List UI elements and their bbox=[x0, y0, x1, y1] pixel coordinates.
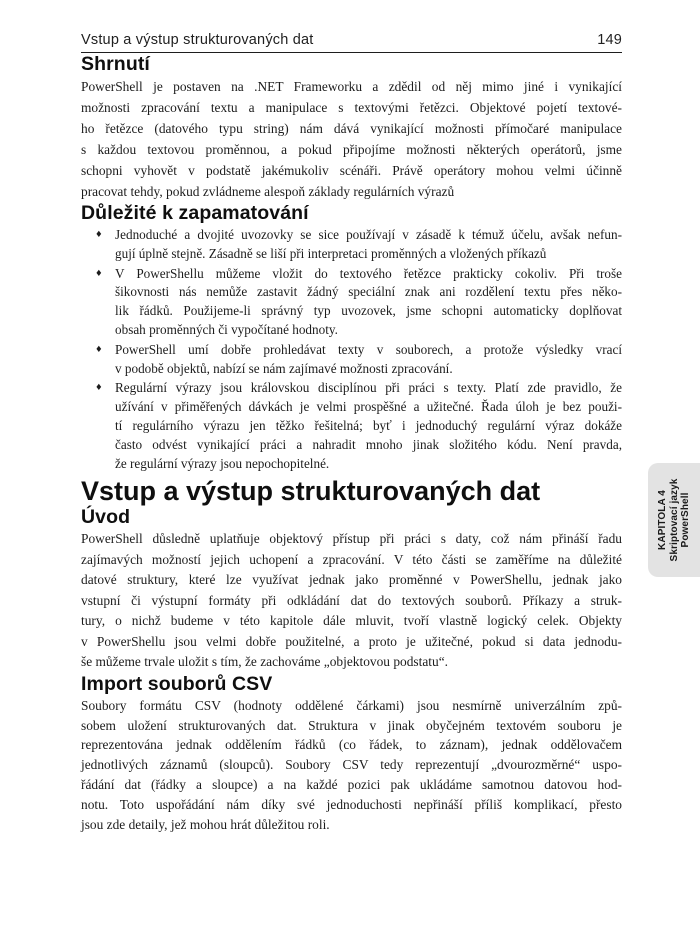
bullet-text: Regulární výrazy jsou královskou disciplínou při práci s texty. Platí zde pravidlo, že užívání v přiměřených dávkách je velmi prospěšné a užitečné. Řada úloh je bez použi- tí regulárního výrazu jen těžko řešitelná; byť i jednoduchý regulární výraz dokáže často odvést vynikající práci a nahradit mnoho jinak složitého kódu. Není pravda, že regulární výrazy jsou nepochopitelné. bbox=[115, 380, 622, 471]
page-number: 149 bbox=[597, 32, 622, 48]
summary-heading: Shrnutí bbox=[81, 53, 150, 75]
list-item bbox=[81, 226, 622, 264]
chapter-tab-chapter: KAPITOLA 4 bbox=[656, 490, 668, 550]
csv-import-heading: Import souborů CSV bbox=[81, 672, 273, 695]
chapter-tab-subtitle1: Skriptovací jazyk bbox=[668, 478, 680, 562]
chapter-tab-label bbox=[657, 463, 692, 577]
running-header bbox=[81, 33, 622, 53]
intro-heading: Úvod bbox=[81, 506, 131, 529]
intro-paragraph: PowerShell důsledně uplatňuje objektový přístup při práci s daty, což nám přináší řadu zajímavých možností jejich uchopení a zpracování. V této části se zaměříme na důležité datové struktury, které lze využívat jednak jako proměnné v PowerShellu, jednak jako vstupní či výstupní formáty při odkládání dat do textových souborů. Příkazy a struk- tury, o nichž budeme v této kapitole dále mluvit, tvoří vlastně logický celek. Objekty v PowerShellu jsou velmi dobře použitelné, a proto je užitečné, pokud si data jednodu- še můžeme trvale uložit s tím, že zachováme „objektovou podstatu“. bbox=[81, 531, 622, 670]
running-header-title: Vstup a výstup strukturovaných dat bbox=[81, 32, 314, 48]
diamond-bullet-icon: ♦ bbox=[95, 230, 103, 240]
bullet-text: V PowerShellu můžeme vložit do textového řetězce prakticky cokoliv. Při troše šikovnosti nás nemůže zastavit žádný speciální znak ani rozdělení textu přes něko- lik řádků. Použijeme-li správný typ uvozovek, jsme schopni automaticky doplňovat obsah proměnných či vypočítané hodnoty. bbox=[115, 265, 622, 337]
diamond-bullet-icon: ♦ bbox=[95, 344, 103, 355]
diamond-bullet-icon: ♦ bbox=[95, 268, 103, 279]
chapter-tab bbox=[648, 463, 700, 577]
list-item bbox=[81, 265, 622, 340]
chapter-title: Vstup a výstup strukturovaných dat bbox=[81, 476, 541, 507]
chapter-tab-subtitle2: PowerShell bbox=[679, 492, 691, 548]
bullet-text: Jednoduché a dvojité uvozovky se sice používají v zásadě k témuž účelu, avšak nefun- gují úplně stejně. Zásadně se liší při interpretaci proměnných a vložených příkazů bbox=[115, 227, 622, 261]
bullet-text: PowerShell umí dobře prohledávat texty v souborech, a protože výsledky vrací v podobě objektů, nabízí se nám zajímavé možnosti zpracování. bbox=[115, 341, 622, 376]
summary-paragraph: PowerShell je postaven na .NET Frameworku a zdědil od něj mimo jiné i vynikající možnosti zpracování textu a manipulace s textovými řetězci. Objektové pojetí textové- ho řetězce (datového typu string) nám dává vynikající možnosti přímočaré manipulace s každou textovou proměnnou, a pokud připojíme možnosti některých operátorů, jsme schopni vyhovět v podstatě jakémukoliv scénáři. Právě operátory mohou velmi účinně pracovat tehdy, pokud zvládneme alespoň základy regulárních výrazů bbox=[81, 79, 622, 199]
list-item bbox=[81, 341, 622, 379]
csv-import-paragraph: Soubory formátu CSV (hodnoty oddělené čárkami) jsou nesmírně univerzálním způ- sobem uložení strukturovaných dat. Struktura v jinak obyčejném textovém souboru je reprezentována jednak oddělením řádků (co řádek, to záznam), jednak oddělovačem jednotlivých záznamů (sloupců). Soubory CSV tedy reprezentují „dvourozměrné“ uspo- řádání dat (řádky a sloupce) a na každé pozici pak ukládáme samotnou datovou hod- notu. Toto uspořádání nám díky své jednoduchosti nepřináší příliš komplikací, přesto jsou zde detaily, jež mohou hrát důležitou roli. bbox=[81, 697, 622, 832]
list-item bbox=[81, 379, 622, 473]
keypoints-list bbox=[81, 226, 622, 473]
diamond-bullet-icon: ♦ bbox=[95, 383, 103, 394]
keypoints-heading: Důležité k zapamatování bbox=[81, 202, 309, 224]
page-content bbox=[81, 33, 622, 834]
